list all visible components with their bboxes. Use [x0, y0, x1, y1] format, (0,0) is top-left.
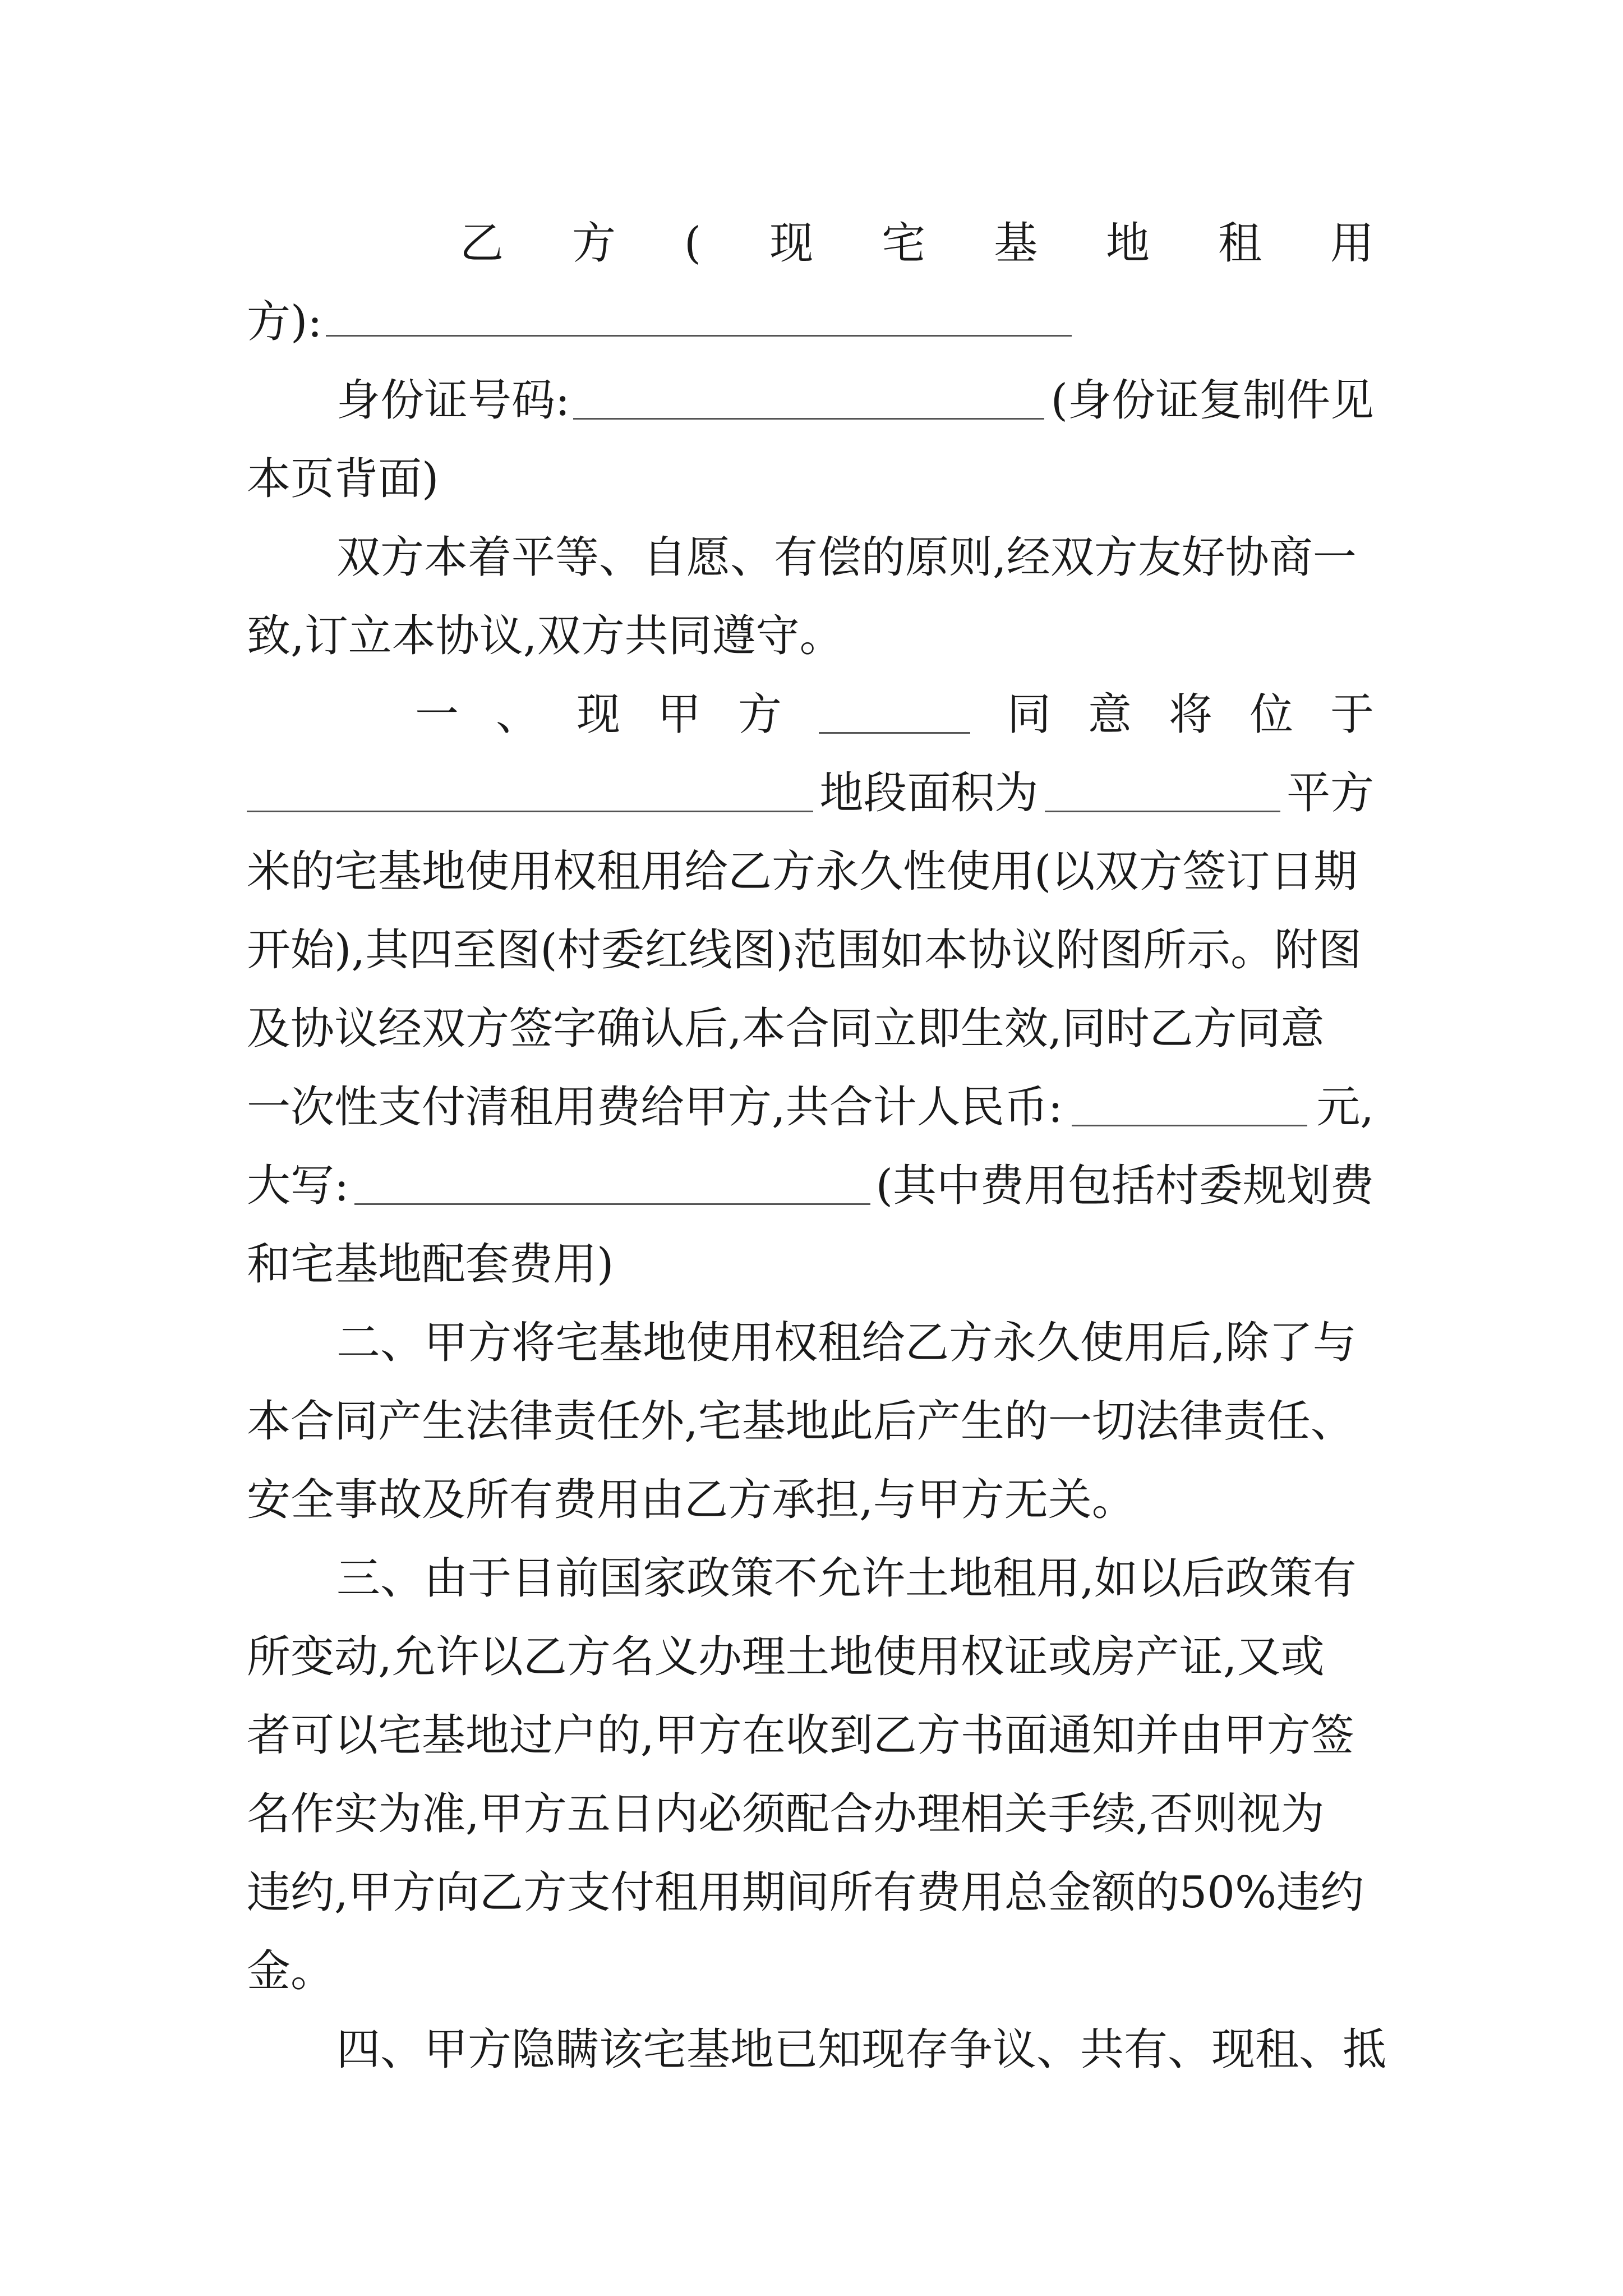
clause-3-text: 金。 — [247, 1946, 335, 1996]
party-b-char: 宅 — [882, 218, 926, 269]
party-b-char: 现 — [769, 218, 814, 269]
clause-1-char: 一 — [415, 689, 459, 740]
clause-1-char: 甲 — [657, 689, 702, 740]
clause-1-text: 及协议经双方签字确认后,本合同立即生效,同时乙方同意 — [247, 1004, 1325, 1054]
clause-3-text: 者可以宅基地过户的,甲方在收到乙方书面通知并由甲方签 — [247, 1710, 1354, 1761]
clause-1-char: 同 — [1007, 689, 1051, 740]
clause-2-line-3 — [247, 1461, 1374, 1539]
id-line — [336, 361, 1374, 440]
clause-1-text: 大写: — [247, 1161, 349, 1211]
clause-3-text: 三、由于目前国家政策不允许土地租用,如以后政策有 — [336, 1553, 1357, 1604]
id-note-cont-line — [247, 440, 1374, 518]
party-b-name-line — [247, 283, 1374, 361]
clause-3-line-1 — [336, 1539, 1374, 1618]
clause-4-line-1 — [336, 2010, 1387, 2089]
id-note: (身份证复制件见 — [1050, 375, 1374, 426]
clause-3-line-4 — [247, 1775, 1374, 1853]
party-a-name-blank[interactable] — [819, 696, 970, 734]
amount-words-blank[interactable] — [354, 1167, 870, 1205]
clause-4-text: 四、甲方隐瞒该宅基地已知现存争议、共有、现租、抵 — [336, 2024, 1387, 2075]
clause-1-char: 现 — [577, 689, 621, 740]
clause-3-text: 所变动,允许以乙方名义办理土地使用权证或房产证,又或 — [247, 1632, 1325, 1682]
clause-3-line-2 — [247, 1618, 1374, 1696]
id-label: 身份证号码: — [336, 375, 570, 426]
party-b-char: ( — [684, 218, 702, 269]
area-blank[interactable] — [1045, 775, 1280, 812]
clause-1-char: 意 — [1087, 689, 1132, 740]
clause-2-text: 安全事故及所有费用由乙方承担,与甲方无关。 — [247, 1475, 1136, 1525]
clause-2-line-1 — [336, 1304, 1374, 1382]
clause-2-text: 本合同产生法律责任外,宅基地此后产生的一切法律责任、 — [247, 1396, 1354, 1447]
clause-1-text: 元, — [1316, 1082, 1374, 1133]
clause-1-char: 将 — [1168, 689, 1212, 740]
clause-1-char: 于 — [1330, 689, 1374, 740]
clause-1-line-1 — [415, 675, 1374, 754]
clause-1-text: 平方 — [1286, 768, 1374, 818]
clause-1-text: (其中费用包括村委规划费 — [875, 1161, 1374, 1211]
location-blank[interactable] — [247, 775, 813, 812]
clause-1-text: 和宅基地配套费用) — [247, 1239, 614, 1290]
clause-1-line-5 — [247, 990, 1374, 1068]
id-note-cont: 本页背面) — [247, 454, 439, 504]
intro-text: 双方本着平等、自愿、有偿的原则,经双方友好协商一 — [336, 532, 1357, 583]
clause-1-char: 、 — [496, 689, 540, 740]
clause-1-char: 方 — [738, 689, 782, 740]
clause-1-line-8 — [247, 1225, 1374, 1304]
amount-blank[interactable] — [1072, 1089, 1307, 1126]
clause-1-text: 一次性支付清租用费给甲方,共合计人民币: — [247, 1082, 1063, 1133]
clause-2-line-2 — [247, 1382, 1374, 1461]
clause-1-text: 地段面积为 — [819, 768, 1039, 818]
party-b-char: 租 — [1218, 218, 1262, 269]
party-b-char: 用 — [1330, 218, 1374, 269]
party-b-line — [460, 204, 1374, 283]
clause-1-char: 位 — [1249, 689, 1293, 740]
intro-line-2 — [247, 597, 1374, 675]
clause-1-line-6 — [247, 1068, 1374, 1147]
party-b-char: 乙 — [460, 218, 504, 269]
clause-1-line-4 — [247, 911, 1374, 990]
clause-1-line-7 — [247, 1147, 1374, 1225]
clause-2-text: 二、甲方将宅基地使用权租给乙方永久使用后,除了与 — [336, 1318, 1357, 1368]
clause-3-line-6 — [247, 1932, 1374, 2010]
clause-3-line-5 — [247, 1853, 1374, 1932]
clause-3-text: 违约,甲方向乙方支付租用期间所有费用总金额的50%违约 — [247, 1867, 1364, 1918]
party-b-label-cont: 方): — [247, 297, 322, 347]
party-b-name-blank[interactable] — [326, 299, 1072, 337]
clause-1-text: 开始),其四至图(村委红线图)范围如本协议附图所示。附图 — [247, 925, 1362, 976]
intro-text: 致,订立本协议,双方共同遵守。 — [247, 611, 843, 661]
id-number-blank[interactable] — [573, 382, 1044, 420]
party-b-char: 基 — [994, 218, 1038, 269]
clause-1-text: 米的宅基地使用权租用给乙方永久性使用(以双方签订日期 — [247, 846, 1358, 897]
party-b-char: 方 — [571, 218, 616, 269]
party-b-char: 地 — [1106, 218, 1150, 269]
clause-1-line-3 — [247, 832, 1374, 911]
clause-3-line-3 — [247, 1696, 1374, 1775]
clause-3-text: 名作实为准,甲方五日内必须配合办理相关手续,否则视为 — [247, 1789, 1325, 1839]
intro-line-1 — [336, 518, 1374, 597]
clause-1-line-2 — [247, 754, 1374, 832]
